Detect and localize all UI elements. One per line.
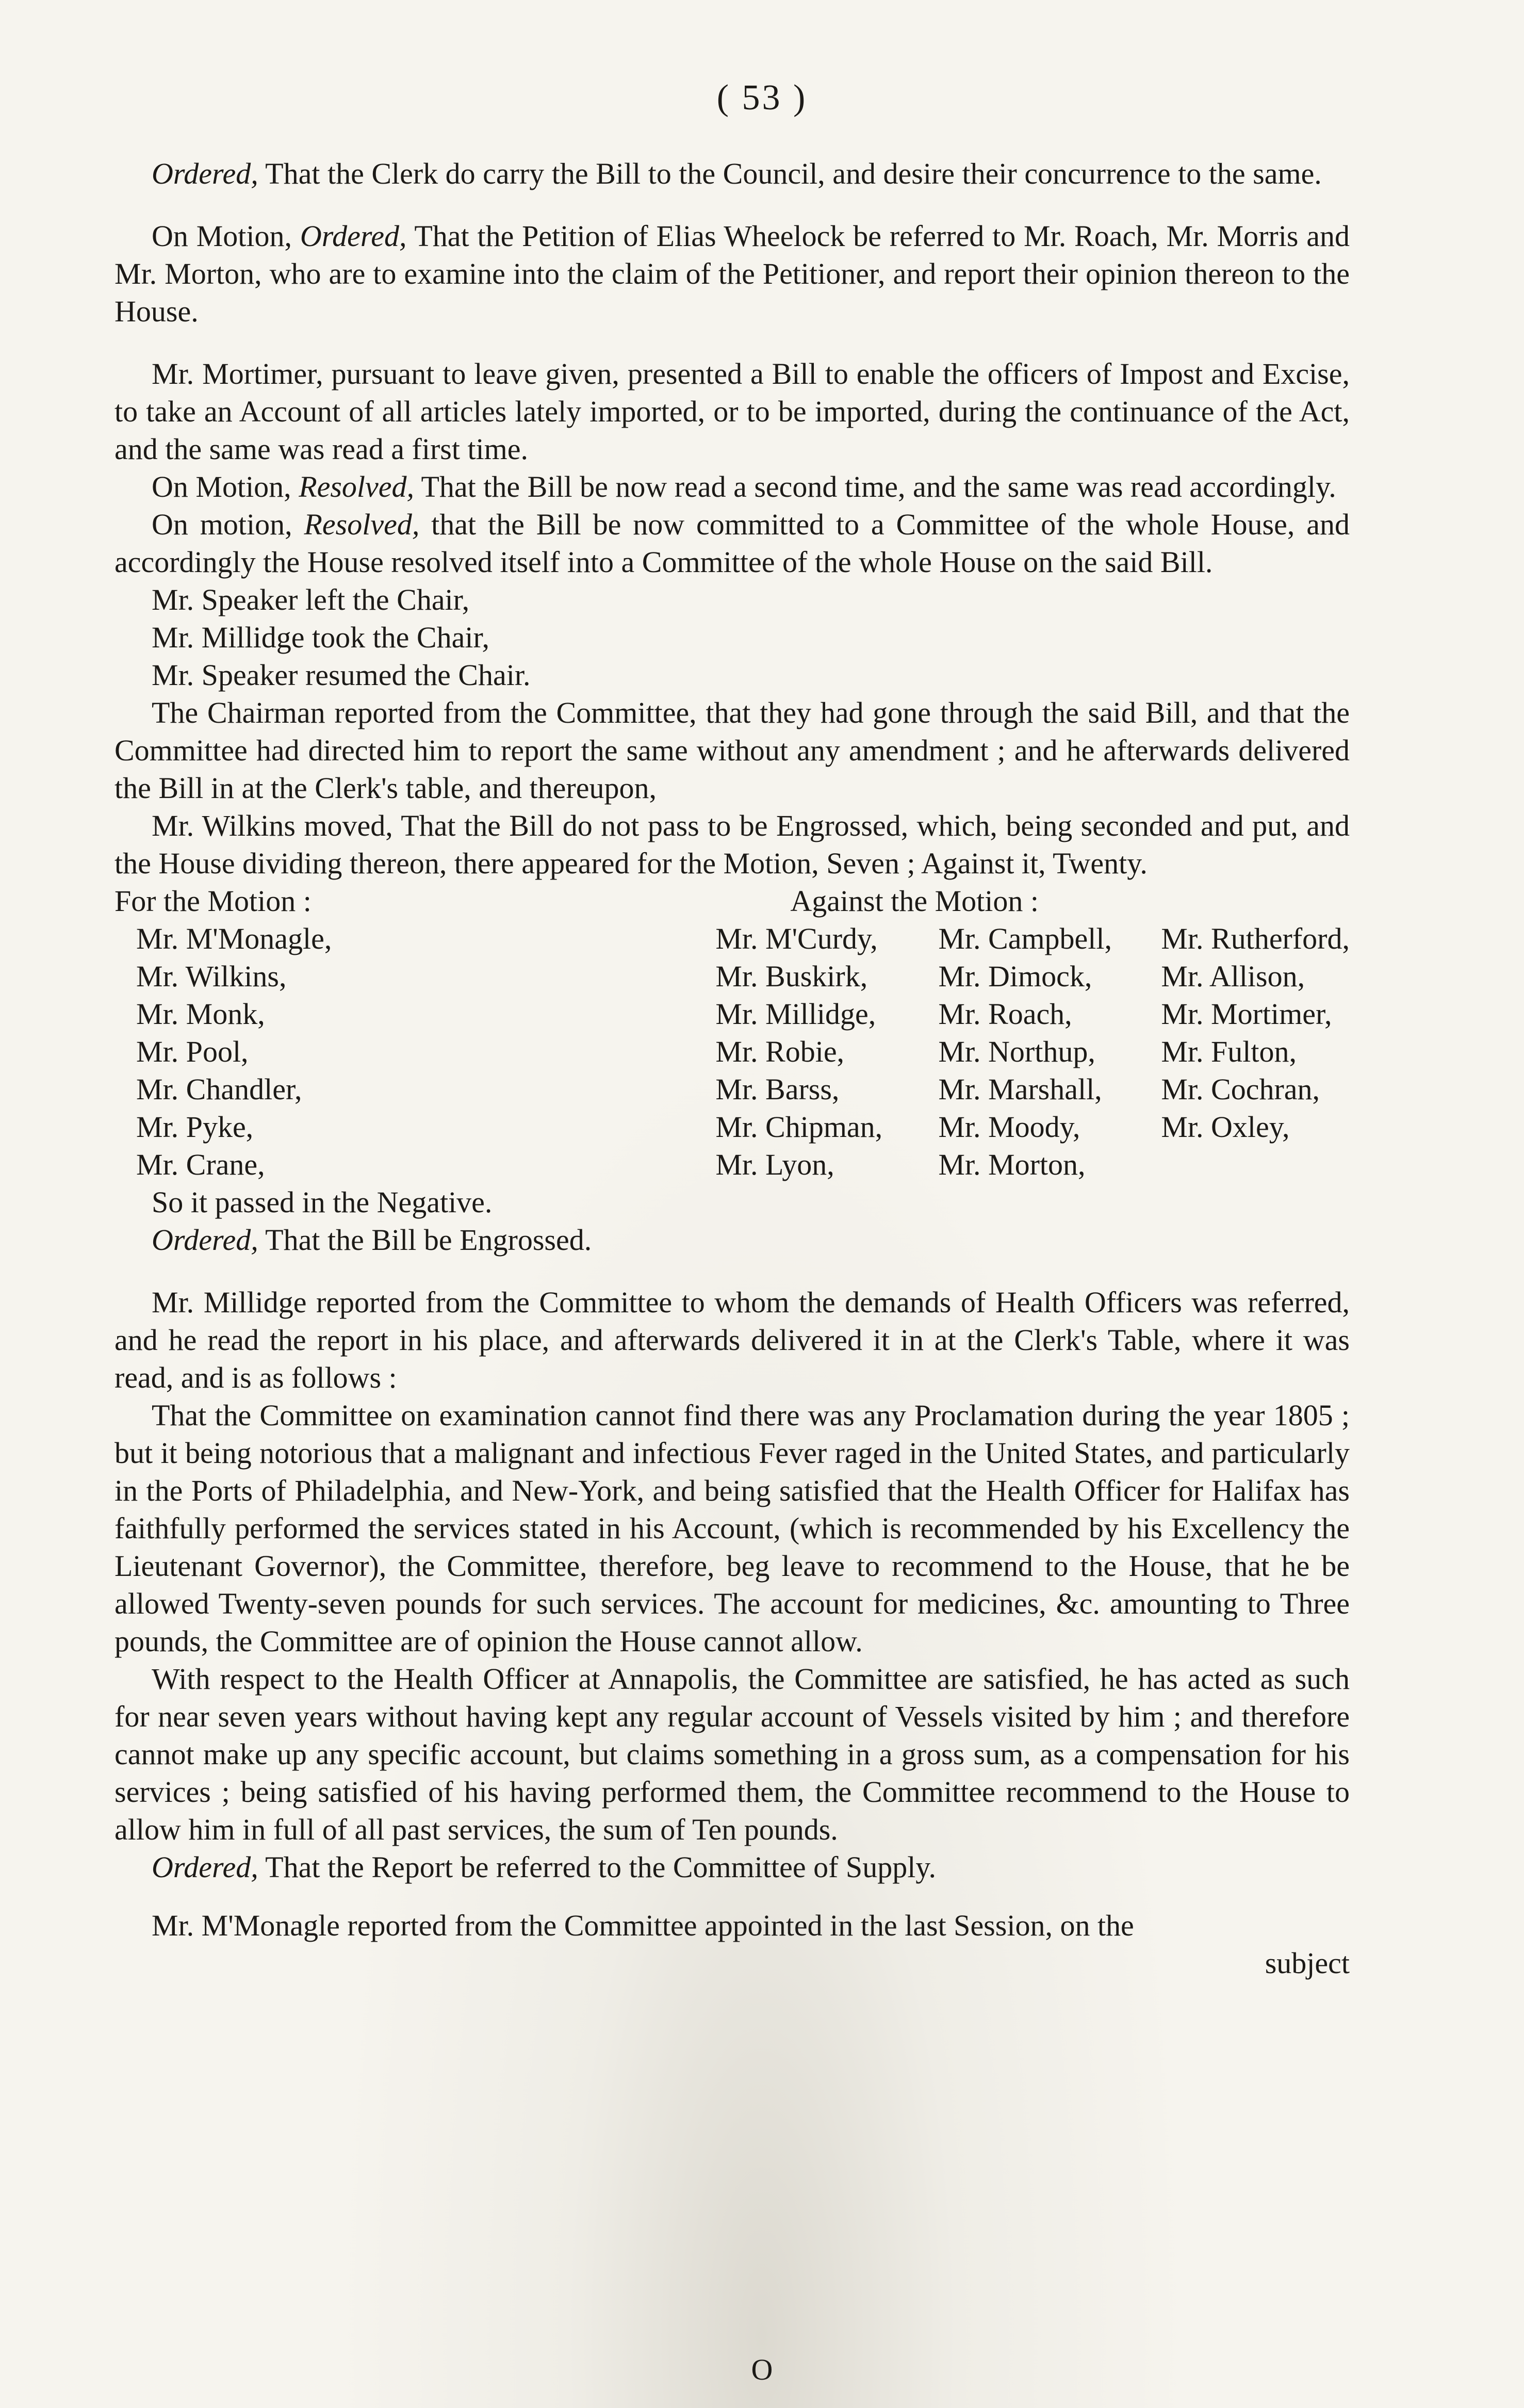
page-content	[114, 155, 1350, 1982]
for-name: Mr. Monk,	[136, 997, 265, 1031]
paragraph-speaker-resumed: Mr. Speaker resumed the Chair.	[152, 658, 531, 692]
paragraph-supply-referral: Ordered, That the Report be referred to the Committee of Supply.	[152, 1850, 937, 1884]
paragraph-annapolis-officer: With respect to the Health Officer at Annapolis, the Committee are satisfied, he has acted as such for near seven years without having kept any regular account of Vessels visited by him ; and therefore cannot make up any specific account, but claims something in a gross sum, as a compensation for his services ; being satisfied of his having performed them, the Committee recommend to the House to allow him in full of all past services, the sum of Ten pounds.	[114, 1662, 1350, 1846]
against-row: Mr. Robie, Mr. Northup, Mr. Fulton,	[715, 1035, 1297, 1068]
for-name: Mr. Pyke,	[136, 1110, 254, 1144]
paragraph-order-council: Ordered, That the Clerk do carry the Bill to the Council, and desire their concurrence to the same.	[152, 157, 1322, 190]
paragraph-chairman-report: The Chairman reported from the Committee, that they had gone through the said Bill, and that the Committee had directed him to report the same without any amendment ; and he afterwards delivered the Bill in at the Clerk's table, and thereupon,	[114, 696, 1350, 805]
paragraph-wilkins-motion: Mr. Wilkins moved, That the Bill do not pass to be Engrossed, which, being seconded and put, and the House dividing thereon, there appeared for the Motion, Seven ; Against it, Twenty.	[114, 809, 1350, 880]
for-name: Mr. Pool,	[136, 1035, 249, 1068]
against-heading: Against the Motion :	[790, 884, 1039, 918]
paragraph-speaker-left: Mr. Speaker left the Chair,	[152, 583, 470, 616]
paragraph-engrossed: Ordered, That the Bill be Engrossed.	[152, 1223, 592, 1257]
italic-ordered: Ordered,	[152, 1850, 258, 1884]
paragraph-mmonagle-report: Mr. M'Monagle reported from the Committee appointed in the last Session, on the	[152, 1909, 1134, 1942]
paragraph-mortimer-bill: Mr. Mortimer, pursuant to leave given, presented a Bill to enable the officers of Impost and Excise, to take an Account of all articles lately imported, or to be imported, during the continuance of the Act, and the same was read a first time.	[114, 357, 1350, 466]
paragraph-second-reading: On Motion, Resolved, That the Bill be now read a second time, and the same was read accordingly.	[152, 470, 1336, 503]
against-row: Mr. M'Curdy, Mr. Campbell, Mr. Rutherford,	[715, 922, 1350, 955]
italic-ordered: Ordered,	[152, 1223, 258, 1257]
paragraph-petition-wheelock: On Motion, Ordered, That the Petition of Elias Wheelock be referred to Mr. Roach, Mr. Morris and Mr. Morton, who are to examine into the claim of the Petitioner, and report their opinion thereon to the House.	[114, 219, 1350, 328]
italic-resolved: Resolved,	[299, 470, 415, 503]
for-name: Mr. Chandler,	[136, 1072, 302, 1106]
against-column	[603, 882, 1350, 1183]
division-list	[114, 882, 1350, 1183]
signature-mark: O	[751, 2353, 773, 2386]
paragraph-negative: So it passed in the Negative.	[152, 1185, 493, 1219]
catchword: subject	[1265, 1946, 1350, 1980]
paragraph-health-officers-report: Mr. Millidge reported from the Committee to whom the demands of Health Officers was referred, and he read the report in his place, and afterwards delivered it in at the Clerk's Table, where it was read, and is as follows :	[114, 1286, 1350, 1394]
italic-ordered: Ordered,	[300, 219, 407, 253]
against-row: Mr. Buskirk, Mr. Dimock, Mr. Allison,	[715, 959, 1305, 993]
against-row: Mr. Millidge, Mr. Roach, Mr. Mortimer,	[715, 997, 1332, 1031]
page-number: ( 53 )	[716, 78, 808, 118]
paragraph-committed: On motion, Resolved, that the Bill be now committed to a Committee of the whole House, and accordingly the House resolved itself into a Committee of the whole House on the said Bill.	[114, 508, 1350, 579]
italic-ordered: Ordered,	[152, 157, 258, 190]
for-name: Mr. M'Monagle,	[136, 922, 332, 955]
for-name: Mr. Wilkins,	[136, 959, 287, 993]
for-column	[114, 882, 603, 1183]
for-name: Mr. Crane,	[136, 1148, 265, 1181]
for-heading: For the Motion :	[114, 884, 312, 918]
against-row: Mr. Barss, Mr. Marshall, Mr. Cochran,	[715, 1072, 1320, 1106]
paragraph-halifax-officer: That the Committee on examination cannot find there was any Proclamation during the year 1805 ; but it being notorious that a malignant and infectious Fever raged in the United States, and particularly in the Ports of Philadelphia, and New-York, and being satisfied that the Health Officer for Halifax has faithfully performed the services stated in his Account, (which is recommended by his Excellency the Lieutenant Governor), the Committee, therefore, beg leave to recommend to the House, that he be allowed Twenty-seven pounds for such services. The account for medicines, &c. amounting to Three pounds, the Committee are of opinion the House cannot allow.	[114, 1398, 1350, 1658]
italic-resolved: Resolved,	[304, 508, 420, 541]
against-row: Mr. Lyon, Mr. Morton,	[715, 1148, 1086, 1181]
paragraph-millidge-chair: Mr. Millidge took the Chair,	[152, 621, 489, 654]
against-row: Mr. Chipman, Mr. Moody, Mr. Oxley,	[715, 1110, 1290, 1144]
